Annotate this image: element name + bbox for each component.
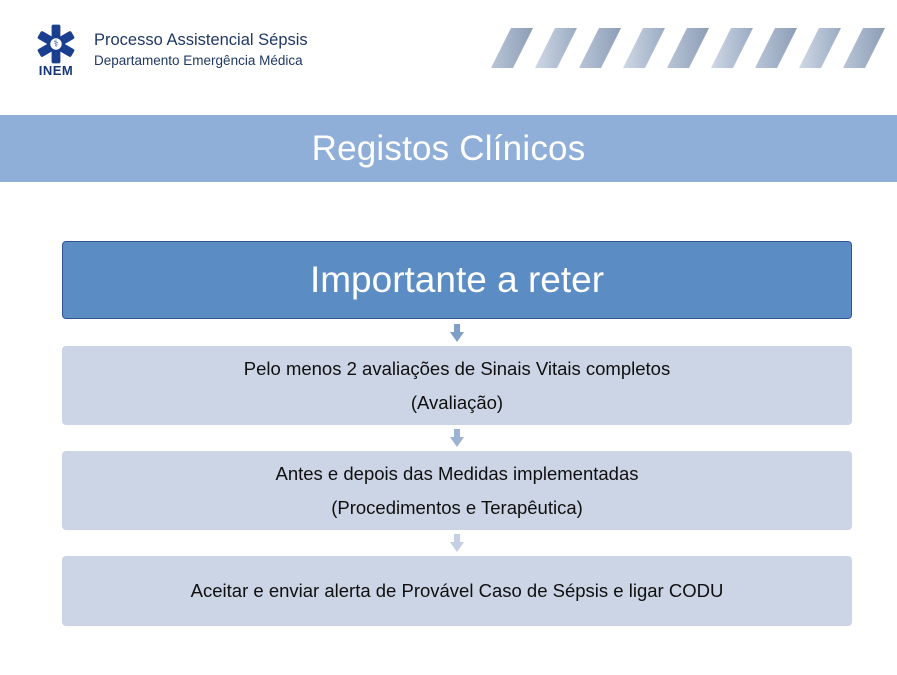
arrow-connector-3 (62, 530, 852, 556)
arrow-down-icon (450, 534, 464, 552)
arrow-connector-2 (62, 425, 852, 451)
slide-banner (0, 115, 897, 182)
inem-logo-text: INEM (38, 63, 74, 78)
flow-step-1 (62, 346, 852, 425)
inem-logo (28, 22, 84, 82)
arrow-connector-1 (62, 319, 852, 346)
header-title-primary: Processo Assistencial Sépsis (94, 31, 308, 49)
header-title-secondary: Departamento Emergência Médica (94, 53, 303, 68)
header-title-block (94, 29, 308, 70)
flow-header-label: Importante a reter (309, 259, 605, 300)
flow-step-3 (62, 556, 852, 626)
flow-step-2-line1: Antes e depois das Medidas implementadas (275, 462, 639, 484)
slide-title: Registos Clínicos (311, 128, 586, 168)
flow-step-2-line2: (Procedimentos e Terapêutica) (331, 496, 583, 518)
svg-text:⚕: ⚕ (53, 38, 59, 50)
flow-header-box (62, 241, 852, 319)
slide-header (0, 0, 897, 96)
diagonal-stripes-decoration (479, 28, 889, 68)
star-of-life-icon (34, 22, 78, 66)
flow-step-1-line2: (Avaliação) (410, 391, 504, 413)
flow-step-2 (62, 451, 852, 530)
flow-diagram (62, 241, 852, 626)
arrow-down-icon (450, 429, 464, 447)
flow-step-1-line1: Pelo menos 2 avaliações de Sinais Vitais completos (243, 357, 671, 379)
arrow-down-icon (450, 324, 464, 342)
flow-step-3-line1: Aceitar e enviar alerta de Provável Caso de Sépsis e ligar CODU (190, 580, 724, 601)
